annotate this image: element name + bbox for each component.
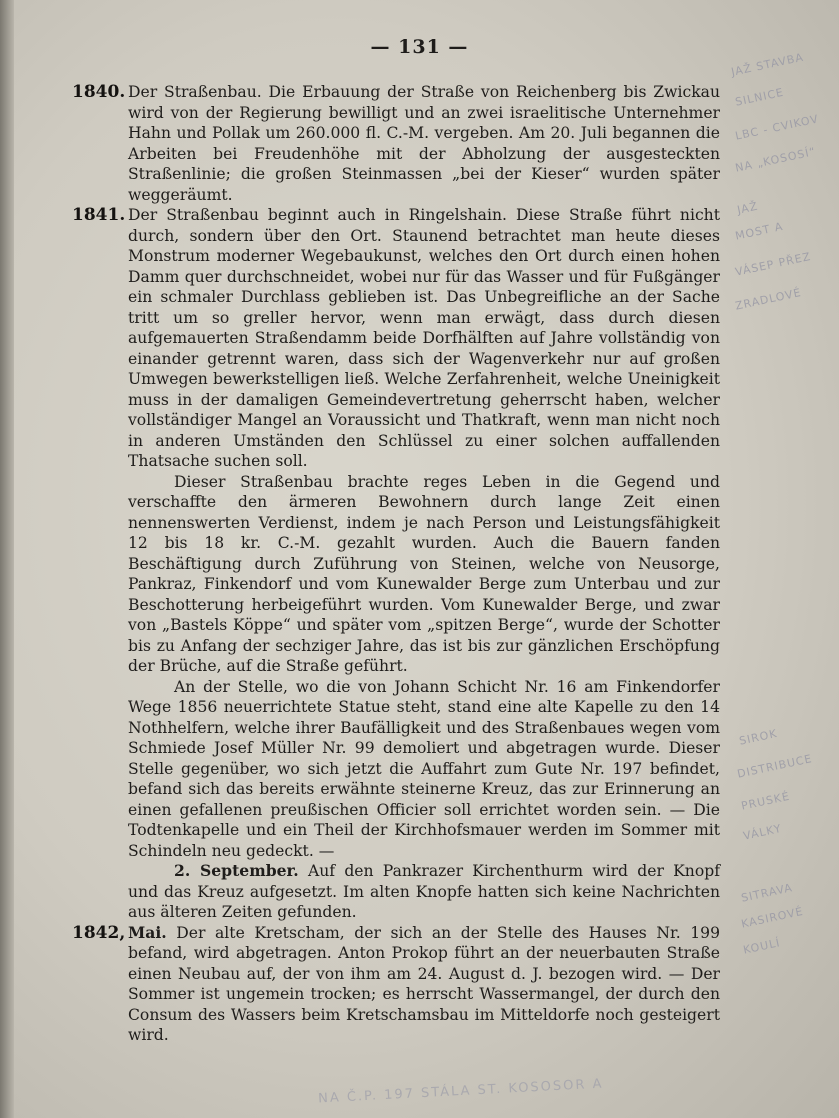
margin-note: LBC - CVIKOV bbox=[734, 112, 821, 143]
entry-year: 1840. bbox=[72, 82, 126, 102]
entry-1840 bbox=[72, 82, 720, 205]
subentry-text: Auf den Pankrazer Kirchenthurm wird der Knopf und das Kreuz aufgesetzt. Im alten Knopfe hatten sich keine Nachrichten aus älteren Zeiten gefunden. bbox=[128, 862, 720, 921]
margin-note: KASIROVÉ bbox=[740, 904, 805, 931]
margin-note: ZRADLOVÉ bbox=[734, 285, 803, 313]
margin-note: SIROK bbox=[738, 726, 779, 748]
entry-text: Der Straßenbau beginnt auch in Ringelshain. Diese Straße führt nicht durch, sondern über den Ort. Staunend betrachtet man heute dieses Monstrum moderner Wegebaukunst, welches den Ort durch einen hohen Damm quer durchschneidet, wobei nur für das Wasser und für Fußgänger ein schmaler Durchlass geblieben ist. Das Unbegreifliche an der Sache tritt um so greller hervor, wenn man erwägt, dass durch diesen aufgemauerten Straßendamm beide Dorfhälften auf Jahre vollständig von einander getrennt waren, dass sich der Wagenverkehr nur auf großen Umwegen bewerkstelligen ließ. Welche Zerfahrenheit, welche Uneinigkeit muss in der damaligen Gemeindevertretung geherrscht haben, welcher vollständiger Mangel an Voraussicht und Thatkraft, wenn man nicht noch in anderen Umständen den Schlüssel zu einer solchen auffallenden Thatsache suchen soll. bbox=[128, 206, 720, 470]
margin-note: KOULÍ bbox=[742, 936, 782, 957]
entry-year: 1842, bbox=[72, 922, 126, 943]
margin-note: NA „KOSOSÍ“ bbox=[734, 144, 818, 175]
entry-1841 bbox=[72, 205, 720, 923]
margin-note: DISTRIBUCE bbox=[736, 752, 814, 781]
margin-note: VÁLKY bbox=[742, 821, 783, 843]
margin-note: JAŽ bbox=[736, 199, 760, 217]
margin-note: JAŽ STAVBA bbox=[730, 50, 805, 79]
entry-year: 1841. bbox=[72, 205, 126, 225]
margin-note: SITRAVA bbox=[740, 881, 794, 905]
margin-note: SILNICE bbox=[734, 85, 786, 109]
paragraph: Dieser Straßenbau brachte reges Leben in die Gegend und verschaffte den ärmeren Bewohnern durch lange Zeit einen nennenswerten Verdienst, indem je nach Person und Leistungsfähigkeit 12 bis 18 kr. C.-M. gezahlt wurden. Auch die Bauern fanden Beschäftigung durch Zuführung von Steinen, welche von Neusorge, Pankraz, Finkendorf und vom Kunewalder Berge zum Unterbau und zur Beschotterung herbeigeführt wurden. Vom Kunewalder Berge, und zwar von „Bastels Köppe“ und später vom „spitzen Berge“, wurde der Schotter bis zu Anfang der sechziger Jahre, das ist bis zur gänzlichen Erschöpfung der Brüche, auf die Straße geführt. bbox=[128, 472, 720, 675]
bottom-handwritten-note: NA Č.P. 197 STÁLA ST. KOSOSOR A bbox=[317, 1076, 604, 1107]
book-gutter-shadow bbox=[0, 0, 14, 1118]
margin-note: PRUSKÉ bbox=[740, 789, 792, 813]
entry-text: Der alte Kretscham, der sich an der Stelle des Hauses Nr. 199 befand, wird abgetragen. Anton Prokop führt an der neuerbauten Straße einen Neubau auf, der von ihm am 24. August d. J. bezogen wird. — Der Sommer ist ungemein trocken; es herrscht Wassermangel, der durch den Consum des Wassers beim Kretschamsbau im Mitteldorfe noch gesteigert wird. bbox=[128, 923, 720, 1044]
entry-text: Der Straßenbau. Die Erbauung der Straße von Reichenberg bis Zwickau wird von der Regierung bewilligt und an zwei israelitische Unternehmer Hahn und Pollak um 260.000 fl. C.-M. vergeben. Am 20. Juli begannen die Arbeiten bei Freudenhöhe mit der Abholzung der ausgesteckten Straßenlinie; die großen Steinmassen „bei der Kieser“ wurden später weggeräumt. bbox=[128, 83, 720, 204]
margin-note: MOST A bbox=[734, 219, 785, 243]
paragraph: An der Stelle, wo die von Johann Schicht Nr. 16 am Finkendorfer Wege 1856 neuerrichtete Statue steht, stand eine alte Kapelle zu den 14 Nothhelfern, welche ihrer Baufälligkeit und des Straßenbaues wegen vom Schmiede Josef Müller Nr. 99 demoliert und abgetragen wurde. Dieser Stelle gegenüber, wo sich jetzt die Auffahrt zum Gute Nr. 197 befindet, befand sich das bereits erwähnte steinerne Kreuz, das zur Erinnerung an einen gefallenen preußischen Officier soll errichtet worden sein. — Die Todtenkapelle und ein Theil der Kirchhofsmauer werden im Sommer mit Schindeln neu gedeckt. — bbox=[128, 677, 720, 860]
main-text bbox=[72, 82, 720, 1046]
entry-month: Mai. bbox=[128, 922, 167, 942]
entry-1842 bbox=[72, 923, 720, 1046]
page-number: — 131 — bbox=[370, 36, 469, 58]
subentry-date: 2. September. bbox=[174, 861, 299, 880]
subentry-september bbox=[128, 861, 720, 923]
margin-note: VÁSEP PŘEZ bbox=[734, 249, 813, 279]
